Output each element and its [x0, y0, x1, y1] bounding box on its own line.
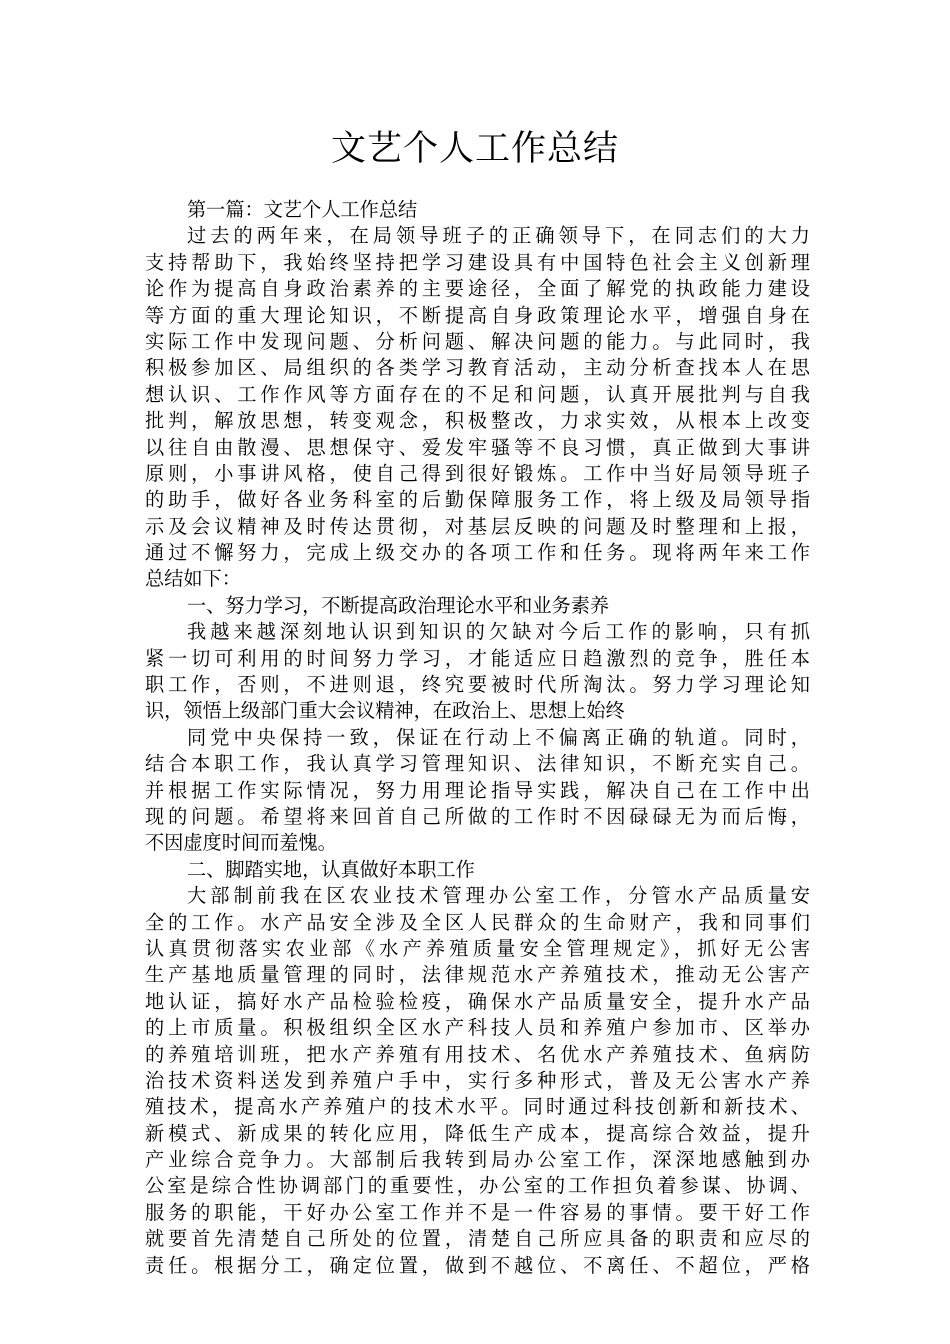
text-line: 批判，解放思想，转变观念，积极整改，力求实效，从根本上改变	[145, 409, 810, 433]
text-line: 责任。根据分工，确定位置，做到不越位、不离任、不超位，严格	[145, 1253, 810, 1277]
document-body	[145, 197, 810, 1279]
text-line: 第一篇：文艺个人工作总结	[187, 198, 418, 221]
text-line: 等方面的重大理论知识，不断提高自身政策理论水平，增强自身在	[145, 303, 810, 327]
text-line: 通过不懈努力，完成上级交办的各项工作和任务。现将两年来工作	[145, 541, 810, 565]
text-line: 生产基地质量管理的同时，法律规范水产养殖技术，推动无公害产	[145, 963, 810, 987]
text-line: 的上市质量。积极组织全区水产科技人员和养殖户参加市、区举办	[145, 1016, 810, 1040]
document-title: 文艺个人工作总结	[330, 129, 619, 169]
text-line: 新模式、新成果的转化应用，降低生产成本，提高综合效益，提升	[145, 1121, 810, 1145]
text-line: 同党中央保持一致，保证在行动上不偏离正确的轨道。同时，	[187, 725, 810, 749]
text-line: 服务的职能，干好办公室工作并不是一件容易的事情。要干好工作	[145, 1200, 810, 1224]
text-line: 职工作，否则，不进则退，终究要被时代所淘汰。努力学习理论知	[145, 673, 810, 697]
text-line: 支持帮助下，我始终坚持把学习建设具有中国特色社会主义创新理	[145, 250, 810, 274]
text-line: 想认识、工作作风等方面存在的不足和问题，认真开展批判与自我	[145, 382, 810, 406]
text-line: 论作为提高自身政治素养的主要途径，全面了解党的执政能力建设	[145, 277, 810, 301]
text-line: 产业综合竞争力。大部制后我转到局办公室工作，深深地感触到办	[145, 1148, 810, 1172]
text-line: 结合本职工作，我认真学习管理知识、法律知识，不断充实自己。	[145, 752, 810, 776]
text-line: 地认证，搞好水产品检验检疫，确保水产品质量安全，提升水产品	[145, 989, 810, 1013]
text-line: 总结如下：	[145, 567, 241, 591]
text-line: 一、努力学习，不断提高政治理论水平和业务素养	[187, 593, 610, 617]
text-line: 不因虚度时间而羞愧。	[145, 831, 337, 855]
text-line: 认真贯彻落实农业部《水产养殖质量安全管理规定》，抓好无公害	[145, 936, 810, 960]
text-line: 我越来越深刻地认识到知识的欠缺对今后工作的影响，只有抓	[187, 620, 810, 644]
text-line: 识，领悟上级部门重大会议精神，在政治上、思想上始终	[145, 699, 625, 723]
text-line: 示及会议精神及时传达贯彻，对基层反映的问题及时整理和上报，	[145, 514, 810, 538]
text-line: 大部制前我在区农业技术管理办公室工作，分管水产品质量安	[187, 884, 810, 908]
text-line: 以往自由散漫、思想保守、爱发牢骚等不良习惯，真正做到大事讲	[145, 435, 810, 459]
text-line: 紧一切可利用的时间努力学习，才能适应日趋激烈的竞争，胜任本	[145, 646, 810, 670]
text-line: 实际工作中发现问题、分析问题、解决问题的能力。与此同时，我	[145, 329, 810, 353]
text-line: 现的问题。希望将来回首自己所做的工作时不因碌碌无为而后悔，	[145, 804, 810, 828]
text-line: 二、脚踏实地，认真做好本职工作	[187, 857, 475, 881]
text-line: 全的工作。水产品安全涉及全区人民群众的生命财产，我和同事们	[145, 910, 810, 934]
text-line: 就要首先清楚自己所处的位置，清楚自己所应具备的职责和应尽的	[145, 1227, 810, 1251]
text-line: 的助手，做好各业务科室的后勤保障服务工作，将上级及局领导指	[145, 488, 810, 512]
text-line: 治技术资料送发到养殖户手中，实行多种形式，普及无公害水产养	[145, 1068, 810, 1092]
text-line: 公室是综合性协调部门的重要性，办公室的工作担负着参谋、协调、	[145, 1174, 810, 1198]
text-line: 的养殖培训班，把水产养殖有用技术、名优水产养殖技术、鱼病防	[145, 1042, 810, 1066]
text-line: 殖技术，提高水产养殖户的技术水平。同时通过科技创新和新技术、	[145, 1095, 810, 1119]
text-line: 积极参加区、局组织的各类学习教育活动，主动分析查找本人在思	[145, 356, 810, 380]
text-line: 原则，小事讲风格，使自己得到很好锻炼。工作中当好局领导班子	[145, 461, 810, 485]
text-line: 过去的两年来，在局领导班子的正确领导下，在同志们的大力	[187, 224, 810, 248]
text-line: 并根据工作实际情况，努力用理论指导实践，解决自己在工作中出	[145, 778, 810, 802]
